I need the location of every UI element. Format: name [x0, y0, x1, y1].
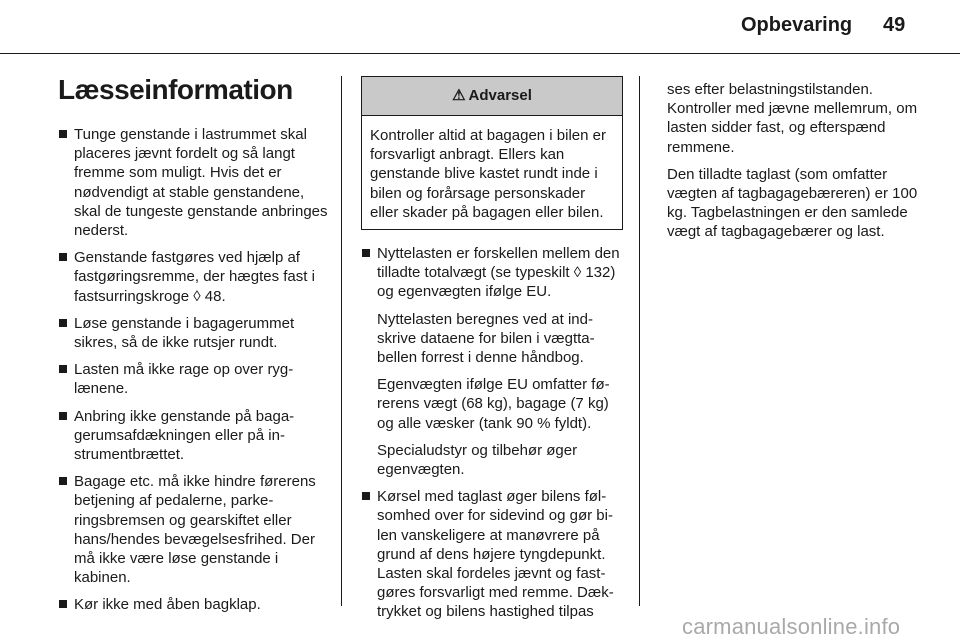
page-header-title: Opbevaring — [741, 14, 853, 36]
warning-title: Advarsel — [468, 87, 532, 104]
paragraph: Den tilladte taglast (som omfatter vægten af tagbagagebæreren) er 100 kg. Tagbelastningen er den samlede vægt af tagbagagebærer og last. — [667, 165, 918, 241]
column-2 — [361, 76, 623, 630]
column-3 — [667, 80, 929, 250]
list-item: Genstande fastgøres ved hjælp af fastgøringsremme, der hægtes fast i fastsurringskroge ◊ 48. — [58, 248, 328, 306]
sub-paragraph: Nyttelasten beregnes ved at indskrive dataene for bilen i vægttabellen forrest i denne håndbog. — [377, 310, 595, 367]
warning-text: Kontroller altid at bagagen i bilen er forsvarligt anbragt. Ellers kan genstande blive kastet rundt inde i bilen og forårsage personskader eller skader på bagagen eller bilen. — [370, 127, 606, 221]
list-item: Kørsel med taglast øger bilens følsomhed over for sidevind og gør bilen vanskeligere at manøvrere på grund af dens højere tyngdepunkt. Lasten skal fordeles jævnt og fastgøres forsvarligt med remme. Dæktrykket og bilens hastighed tilpas — [361, 487, 623, 621]
list-item: Bagage etc. må ikke hindre førerens betjening af pedalerne, parkeringsbremsen og gearskiftet eller hans/hendes bevægelsesfrihed. Der må ikke være løse genstande i kabinen. — [58, 472, 328, 587]
column-1 — [58, 75, 328, 623]
roof-load-list — [361, 487, 623, 621]
loading-tips-list — [58, 125, 328, 615]
warning-triangle-icon: ⚠ — [452, 87, 466, 104]
warning-header — [362, 77, 622, 116]
watermark: carmanualsonline.info — [682, 614, 901, 639]
sub-paragraph: Specialudstyr og tilbehør øger egenvægten. — [377, 441, 578, 479]
sub-paragraph: Egenvægten ifølge EU omfatter førerens vægt (68 kg), bagage (7 kg) og alle væsker (tank 90 % fyldt). — [377, 376, 610, 432]
list-item: Tunge genstande i lastrummet skal placeres jævnt fordelt og så langt fremme som muligt. Hvis det er nødvendigt at stable genstandene, skal de tungeste genstande anbringes nederst. — [58, 125, 328, 240]
payload-list — [361, 244, 623, 302]
list-item: Kør ikke med åben bagklap. — [58, 595, 328, 614]
list-item: Nyttelasten er forskellen mellem den tilladte totalvægt (se typeskilt ◊ 132) og egenvægten ifølge EU. — [361, 244, 623, 302]
section-heading: Læsseinformation — [58, 74, 293, 105]
list-item: Anbring ikke genstande på bagagerumsafdækningen eller på instrumentbrættet. — [58, 407, 328, 465]
column-divider-2 — [639, 76, 640, 606]
paragraph: ses efter belastningstilstanden. Kontroller med jævne mellemrum, om lasten sidder fast, og efterspænd remmene. — [667, 81, 918, 156]
column-divider-1 — [341, 76, 342, 606]
header-divider — [0, 53, 960, 54]
page-number: 49 — [883, 14, 906, 36]
warning-box — [361, 76, 623, 230]
list-item: Lasten må ikke rage op over ryglænene. — [58, 360, 328, 398]
list-item: Løse genstande i bagagerummet sikres, så de ikke rutsjer rundt. — [58, 314, 328, 352]
